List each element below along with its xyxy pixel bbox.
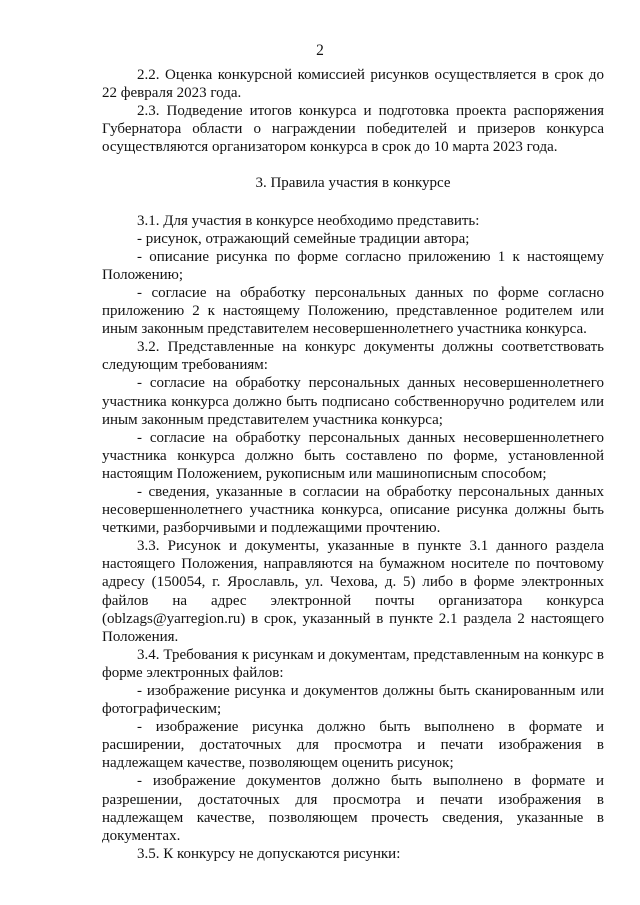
list-item: - рисунок, отражающий семейные традиции автора;	[137, 230, 470, 247]
paragraph-3-1: 3.1. Для участия в конкурсе необходимо представить:	[137, 212, 480, 229]
page-number: 2	[316, 42, 324, 59]
paragraph-3-5: 3.5. К конкурсу не допускаются рисунки:	[137, 845, 401, 862]
paragraph-2-3: 2.3. Подведение итогов конкурса и подготовка проекта распоряжения Губернатора области о награждении победителей и призеров конкурса осуществляются организатором конкурса в срок до 10 марта 2023 года.	[102, 103, 604, 156]
paragraph-3-3: 3.3. Рисунок и документы, указанные в пункте 3.1 данного раздела настоящего Положения, направляются на бумажном носителе по почтовому адресу (150054, г. Ярославль, ул. Чехова, д. 5) либо в форме электронных файлов на адрес электронной почты организатора конкурса (oblzags@yarregion.ru) в срок, указанный в пункте 2.1 раздела 2 настоящего Положения.	[102, 538, 604, 645]
section-heading: 3. Правила участия в конкурсе	[255, 175, 451, 192]
list-item: - сведения, указанные в согласии на обработку персональных данных несовершеннолетнего участника конкурса, описание рисунка должны быть четкими, разборчивыми и подлежащими прочтению.	[102, 483, 604, 537]
list-item: - согласие на обработку персональных данных по форме согласно приложению 2 к настоящему Положению, представленное родителем или иным законным представителем несовершеннолетнего участника конкурса.	[102, 284, 604, 338]
list-item: - описание рисунка по форме согласно приложению 1 к настоящему Положению;	[102, 248, 604, 283]
list-item: - изображение рисунка должно быть выполнено в формате и расширении, достаточных для просмотра и печати изображения в надлежащем качестве, позволяющем оценить рисунок;	[102, 719, 604, 772]
document-body	[102, 66, 604, 863]
list-item: - изображение документов должно быть выполнено в формате и разрешении, достаточных для просмотра и печати изображения в надлежащем качестве, позволяющем прочесть сведения, указанные в документах.	[102, 773, 604, 844]
list-item: - согласие на обработку персональных данных несовершеннолетнего участника конкурса должно быть подписано собственноручно родителем или иным законным представителем участника конкурса;	[102, 375, 604, 428]
list-item: - согласие на обработку персональных данных несовершеннолетнего участника конкурса должно быть составлено по форме, установленной настоящим Положением, рукописным или машинописным способом;	[102, 429, 604, 482]
paragraph-3-2: 3.2. Представленные на конкурс документы должны соответствовать следующим требованиям:	[102, 339, 604, 374]
list-item: - изображение рисунка и документов должны быть сканированным или фотографическим;	[102, 683, 604, 718]
paragraph-3-4: 3.4. Требования к рисункам и документам, представленным на конкурс в форме электронных файлов:	[102, 646, 604, 681]
paragraph-2-2: 2.2. Оценка конкурсной комиссией рисунков осуществляется в срок до 22 февраля 2023 года.	[102, 67, 604, 102]
